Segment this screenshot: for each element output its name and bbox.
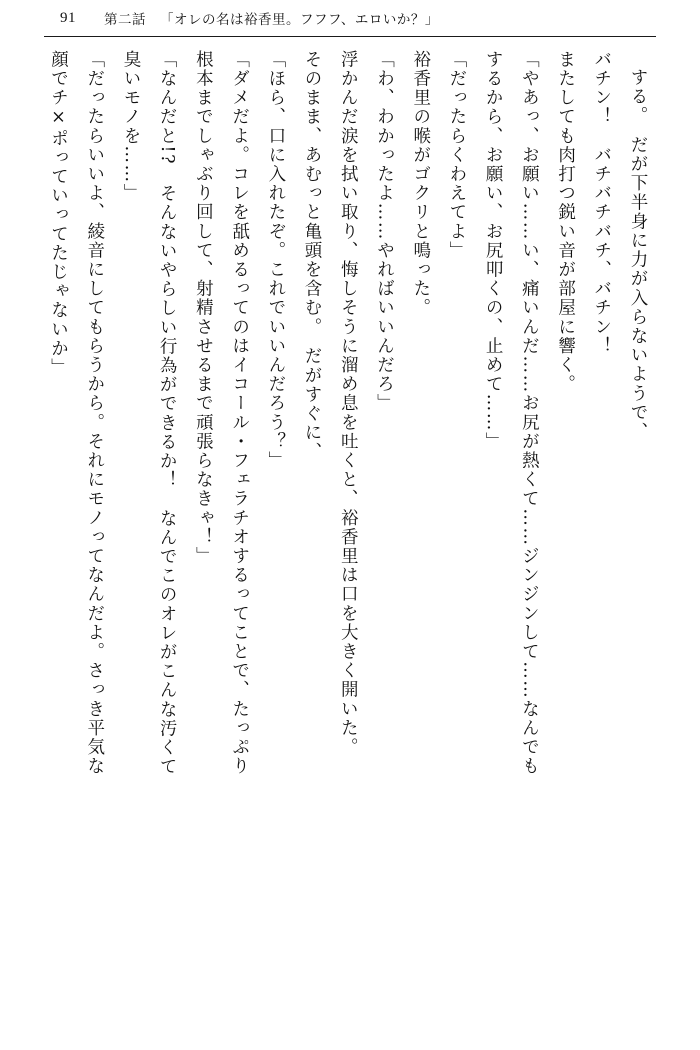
body-paragraph: 顔でチ×ポっていってたじゃないか」 <box>48 50 69 378</box>
body-paragraph: 浮かんだ涙を拭い取り、悔しそうに溜め息を吐くと、裕香里は口を大きく開いた。 <box>338 50 359 757</box>
body-paragraph: そのまま、あむっと亀頭を含む。 だがすぐに、 <box>302 50 323 462</box>
page-header <box>0 0 700 36</box>
body-paragraph: する。 だが下半身に力が入らないようで、 <box>628 67 648 441</box>
body-paragraph: またしても肉打つ鋭い音が部屋に響く。 <box>555 50 576 394</box>
body-paragraph: 根本までしゃぶり回して、射精させるまで頑張らなきゃ！」 <box>193 50 214 566</box>
running-head: 「オレの名は裕香里。フフフ、エロいか？」 <box>160 12 439 27</box>
body-paragraph: 「だったらくわえてよ」 <box>446 50 467 261</box>
body-paragraph: バチン！ バチバチバチ、バチン！ <box>591 50 612 356</box>
body-paragraph: 「わ、わかったよ……やればいいんだろ」 <box>374 50 395 413</box>
header-rule <box>44 36 656 37</box>
body-paragraph: 臭いモノを……」 <box>120 50 141 203</box>
body-paragraph: 裕香里の喉がゴクリと鳴った。 <box>410 50 431 318</box>
body-paragraph: 「ダメだよ。コレを舐めるってのはイコール・フェラチオするってことで、たっぷり <box>229 50 250 776</box>
body-paragraph: 「ほら、口に入れたぞ。これでいいんだろう？」 <box>265 50 286 471</box>
chapter-label: 第二話 <box>104 12 146 27</box>
body-paragraph: 「やあっ、お願い……い、痛いんだ……お尻が熱くて……ジンジンして……なんでも <box>519 50 540 776</box>
body-paragraph: 「なんだと!? そんないやらしい行為ができるか！ なんでこのオレがこんな汚くて <box>157 50 178 777</box>
page-body-text <box>44 50 656 1022</box>
page-number: 91 <box>60 9 76 26</box>
body-paragraph: 「だったらいいよ、綾音にしてもらうから。それにモノってなんだよ。さっき平気な <box>84 50 105 776</box>
body-paragraph: するから、お願い、お尻叩くの、止めて……」 <box>483 50 504 452</box>
